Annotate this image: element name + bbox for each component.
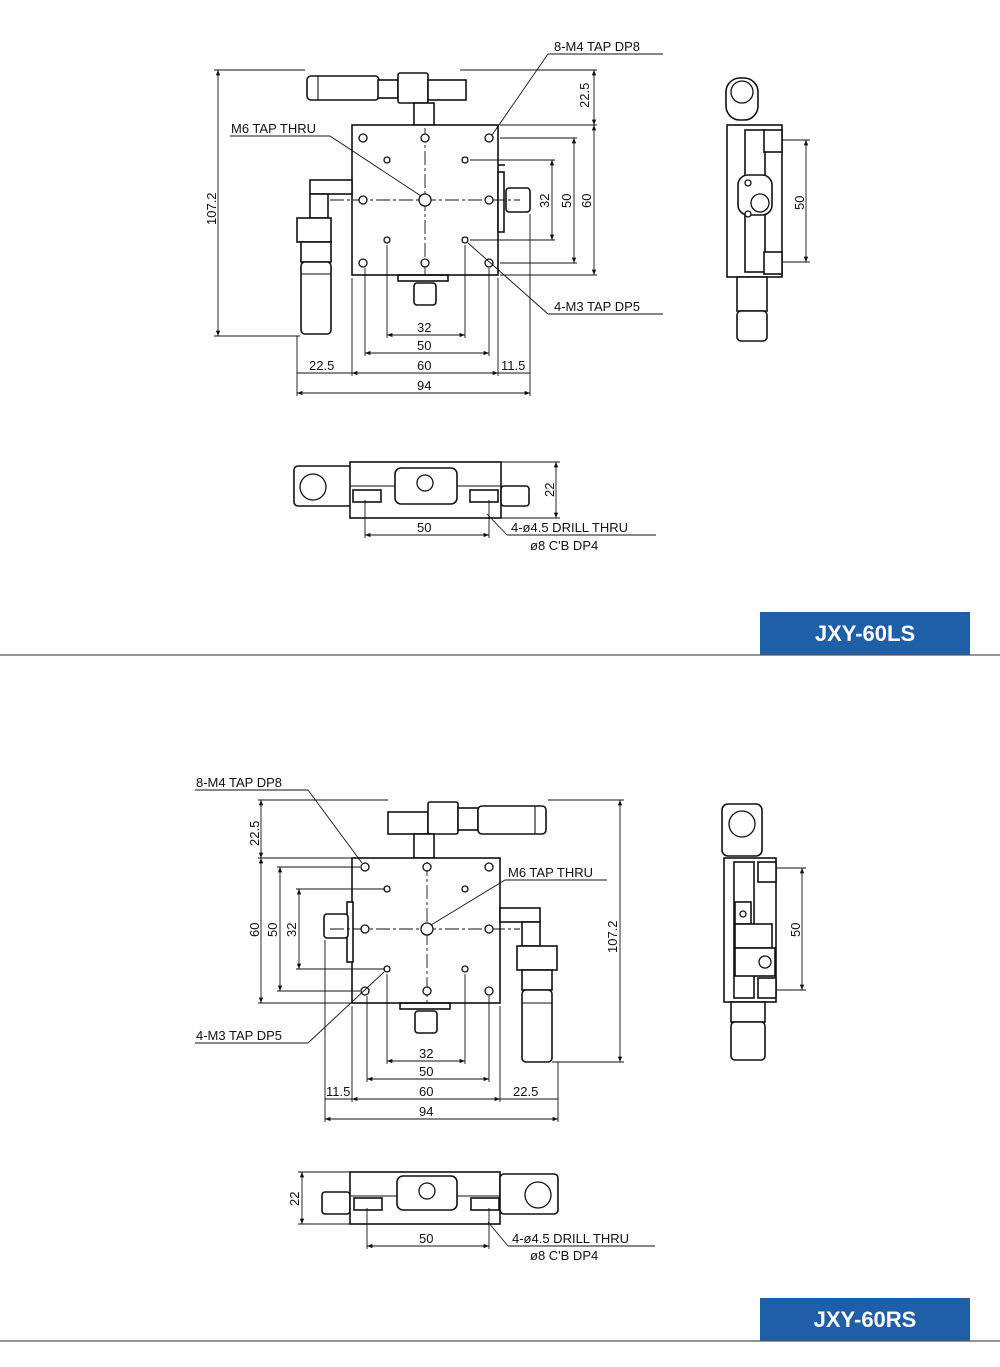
callout-m4-2: 8-M4 TAP DP8: [196, 775, 282, 790]
dim-side-32: 32: [537, 193, 552, 208]
dim-side-60-2: 60: [247, 922, 262, 937]
dim-side-32-2: 32: [284, 922, 299, 937]
front-dim-height-2: 22: [287, 1191, 302, 1206]
callout-m4: 8-M4 TAP DP8: [554, 39, 640, 54]
dim-overall-h-2: 107.2: [605, 920, 620, 953]
callout-m3-2: 4-M3 TAP DP5: [196, 1028, 282, 1043]
dim-bot-60-2: 60: [419, 1084, 434, 1099]
dim-overall-h: 107.2: [204, 192, 219, 225]
dim-bot-50: 50: [417, 338, 432, 353]
dim-bot-50-2: 50: [419, 1064, 434, 1079]
dim-side-60: 60: [579, 193, 594, 208]
callout-m6: M6 TAP THRU: [231, 121, 317, 136]
dim-bot-left-2: 11.5: [326, 1084, 351, 1099]
front-dim-width: 50: [417, 520, 432, 535]
front-dim-height: 22: [542, 482, 557, 497]
callout-m3: 4-M3 TAP DP5: [554, 299, 640, 314]
drill-callout-1: 4-ø4.5 DRILL THRU: [511, 520, 629, 535]
dim-knob-offset-2: 22.5: [247, 820, 262, 846]
side-dim-50: 50: [792, 195, 807, 210]
dim-bot-60: 60: [417, 358, 432, 373]
model-name-1: JXY-60LS: [814, 621, 916, 646]
drill-callout-2: ø8 C'B DP4: [530, 538, 599, 553]
dim-bot-32-2: 32: [419, 1046, 434, 1061]
dim-bot-total: 94: [417, 378, 432, 393]
jxy-60ls-top-view: [214, 54, 663, 396]
drill-callout-2-2: ø8 C'B DP4: [530, 1248, 599, 1263]
callout-m6-2: M6 TAP THRU: [508, 865, 594, 880]
dim-bot-left: 22.5: [309, 358, 335, 373]
dim-side-50-2: 50: [265, 922, 280, 937]
dim-knob-offset: 22.5: [577, 82, 592, 108]
front-dim-width-2: 50: [419, 1231, 434, 1246]
dim-bot-32: 32: [417, 320, 432, 335]
dim-bot-right: 11.5: [501, 358, 526, 373]
model-name-2: JXY-60RS: [813, 1307, 917, 1332]
side-dim-50-2: 50: [788, 922, 803, 937]
dim-side-50: 50: [559, 193, 574, 208]
dim-bot-right-2: 22.5: [513, 1084, 539, 1099]
drill-callout-1-2: 4-ø4.5 DRILL THRU: [512, 1231, 630, 1246]
dim-bot-total-2: 94: [419, 1104, 434, 1119]
